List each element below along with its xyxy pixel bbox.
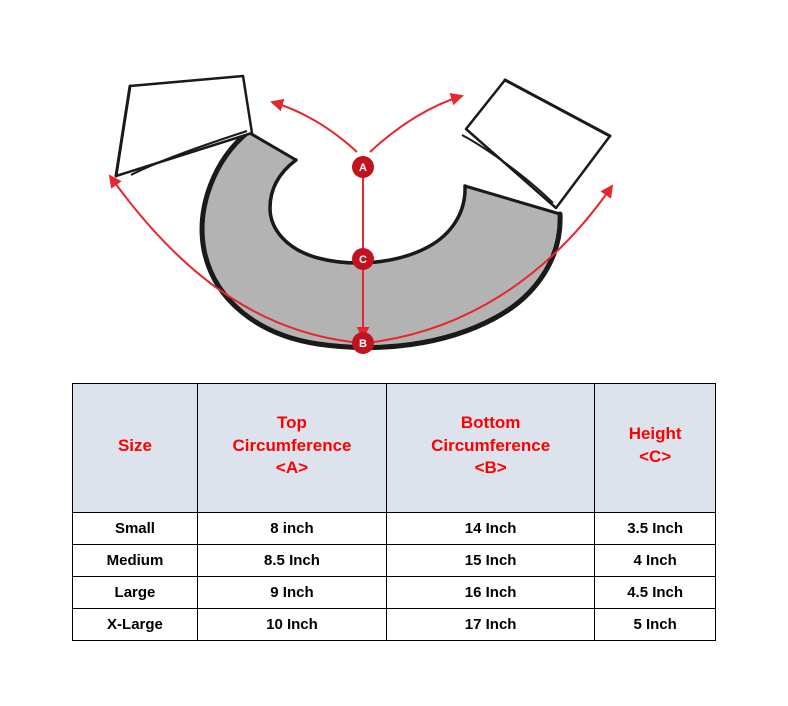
marker-a-label: A <box>359 162 367 174</box>
header-height-line-2: <C> <box>639 447 672 466</box>
cell-top: 8.5 Inch <box>197 545 386 577</box>
marker-b <box>352 332 374 354</box>
cell-height: 5 Inch <box>595 609 716 641</box>
cell-top: 9 Inch <box>197 577 386 609</box>
marker-b-label: B <box>359 338 367 350</box>
cell-bottom: 16 Inch <box>387 577 595 609</box>
header-size <box>73 384 198 513</box>
header-top-circumference <box>197 384 386 513</box>
cell-height: 4 Inch <box>595 545 716 577</box>
marker-c <box>352 248 374 270</box>
cell-bottom: 14 Inch <box>387 513 595 545</box>
size-chart-container <box>72 383 716 641</box>
size-chart-head <box>73 384 716 513</box>
header-top-line-3: <A> <box>275 458 309 478</box>
header-bottom-circumference <box>387 384 595 513</box>
header-size-line-1: Size <box>117 435 152 455</box>
cell-size: Large <box>73 577 198 609</box>
header-bottom-line-1: Bottom <box>460 412 521 432</box>
header-top-line-1: Top <box>277 412 307 432</box>
cell-size: X-Large <box>73 609 198 641</box>
size-chart-body <box>73 513 716 641</box>
table-row <box>73 609 716 641</box>
table-row <box>73 513 716 545</box>
arrow-top-circumference-left <box>272 102 357 152</box>
marker-c-label: C <box>359 254 367 266</box>
cell-height: 4.5 Inch <box>595 577 716 609</box>
size-chart-table <box>72 383 716 641</box>
table-row <box>73 577 716 609</box>
cell-height: 3.5 Inch <box>595 513 716 545</box>
header-top-line-2: Circumference <box>232 435 352 455</box>
cell-bottom: 17 Inch <box>387 609 595 641</box>
header-bottom-line-2: Circumference <box>431 435 551 455</box>
header-height-line-1: Height <box>628 424 682 444</box>
arrow-top-circumference-right <box>370 96 462 152</box>
header-height <box>595 384 716 513</box>
marker-a <box>352 156 374 178</box>
cell-top: 8 inch <box>197 513 386 545</box>
cell-size: Small <box>73 513 198 545</box>
header-bottom-line-3: <B> <box>474 458 507 478</box>
cell-size: Medium <box>73 545 198 577</box>
cell-top: 10 Inch <box>197 609 386 641</box>
cell-bottom: 15 Inch <box>387 545 595 577</box>
table-header-row <box>73 384 716 513</box>
table-row <box>73 545 716 577</box>
